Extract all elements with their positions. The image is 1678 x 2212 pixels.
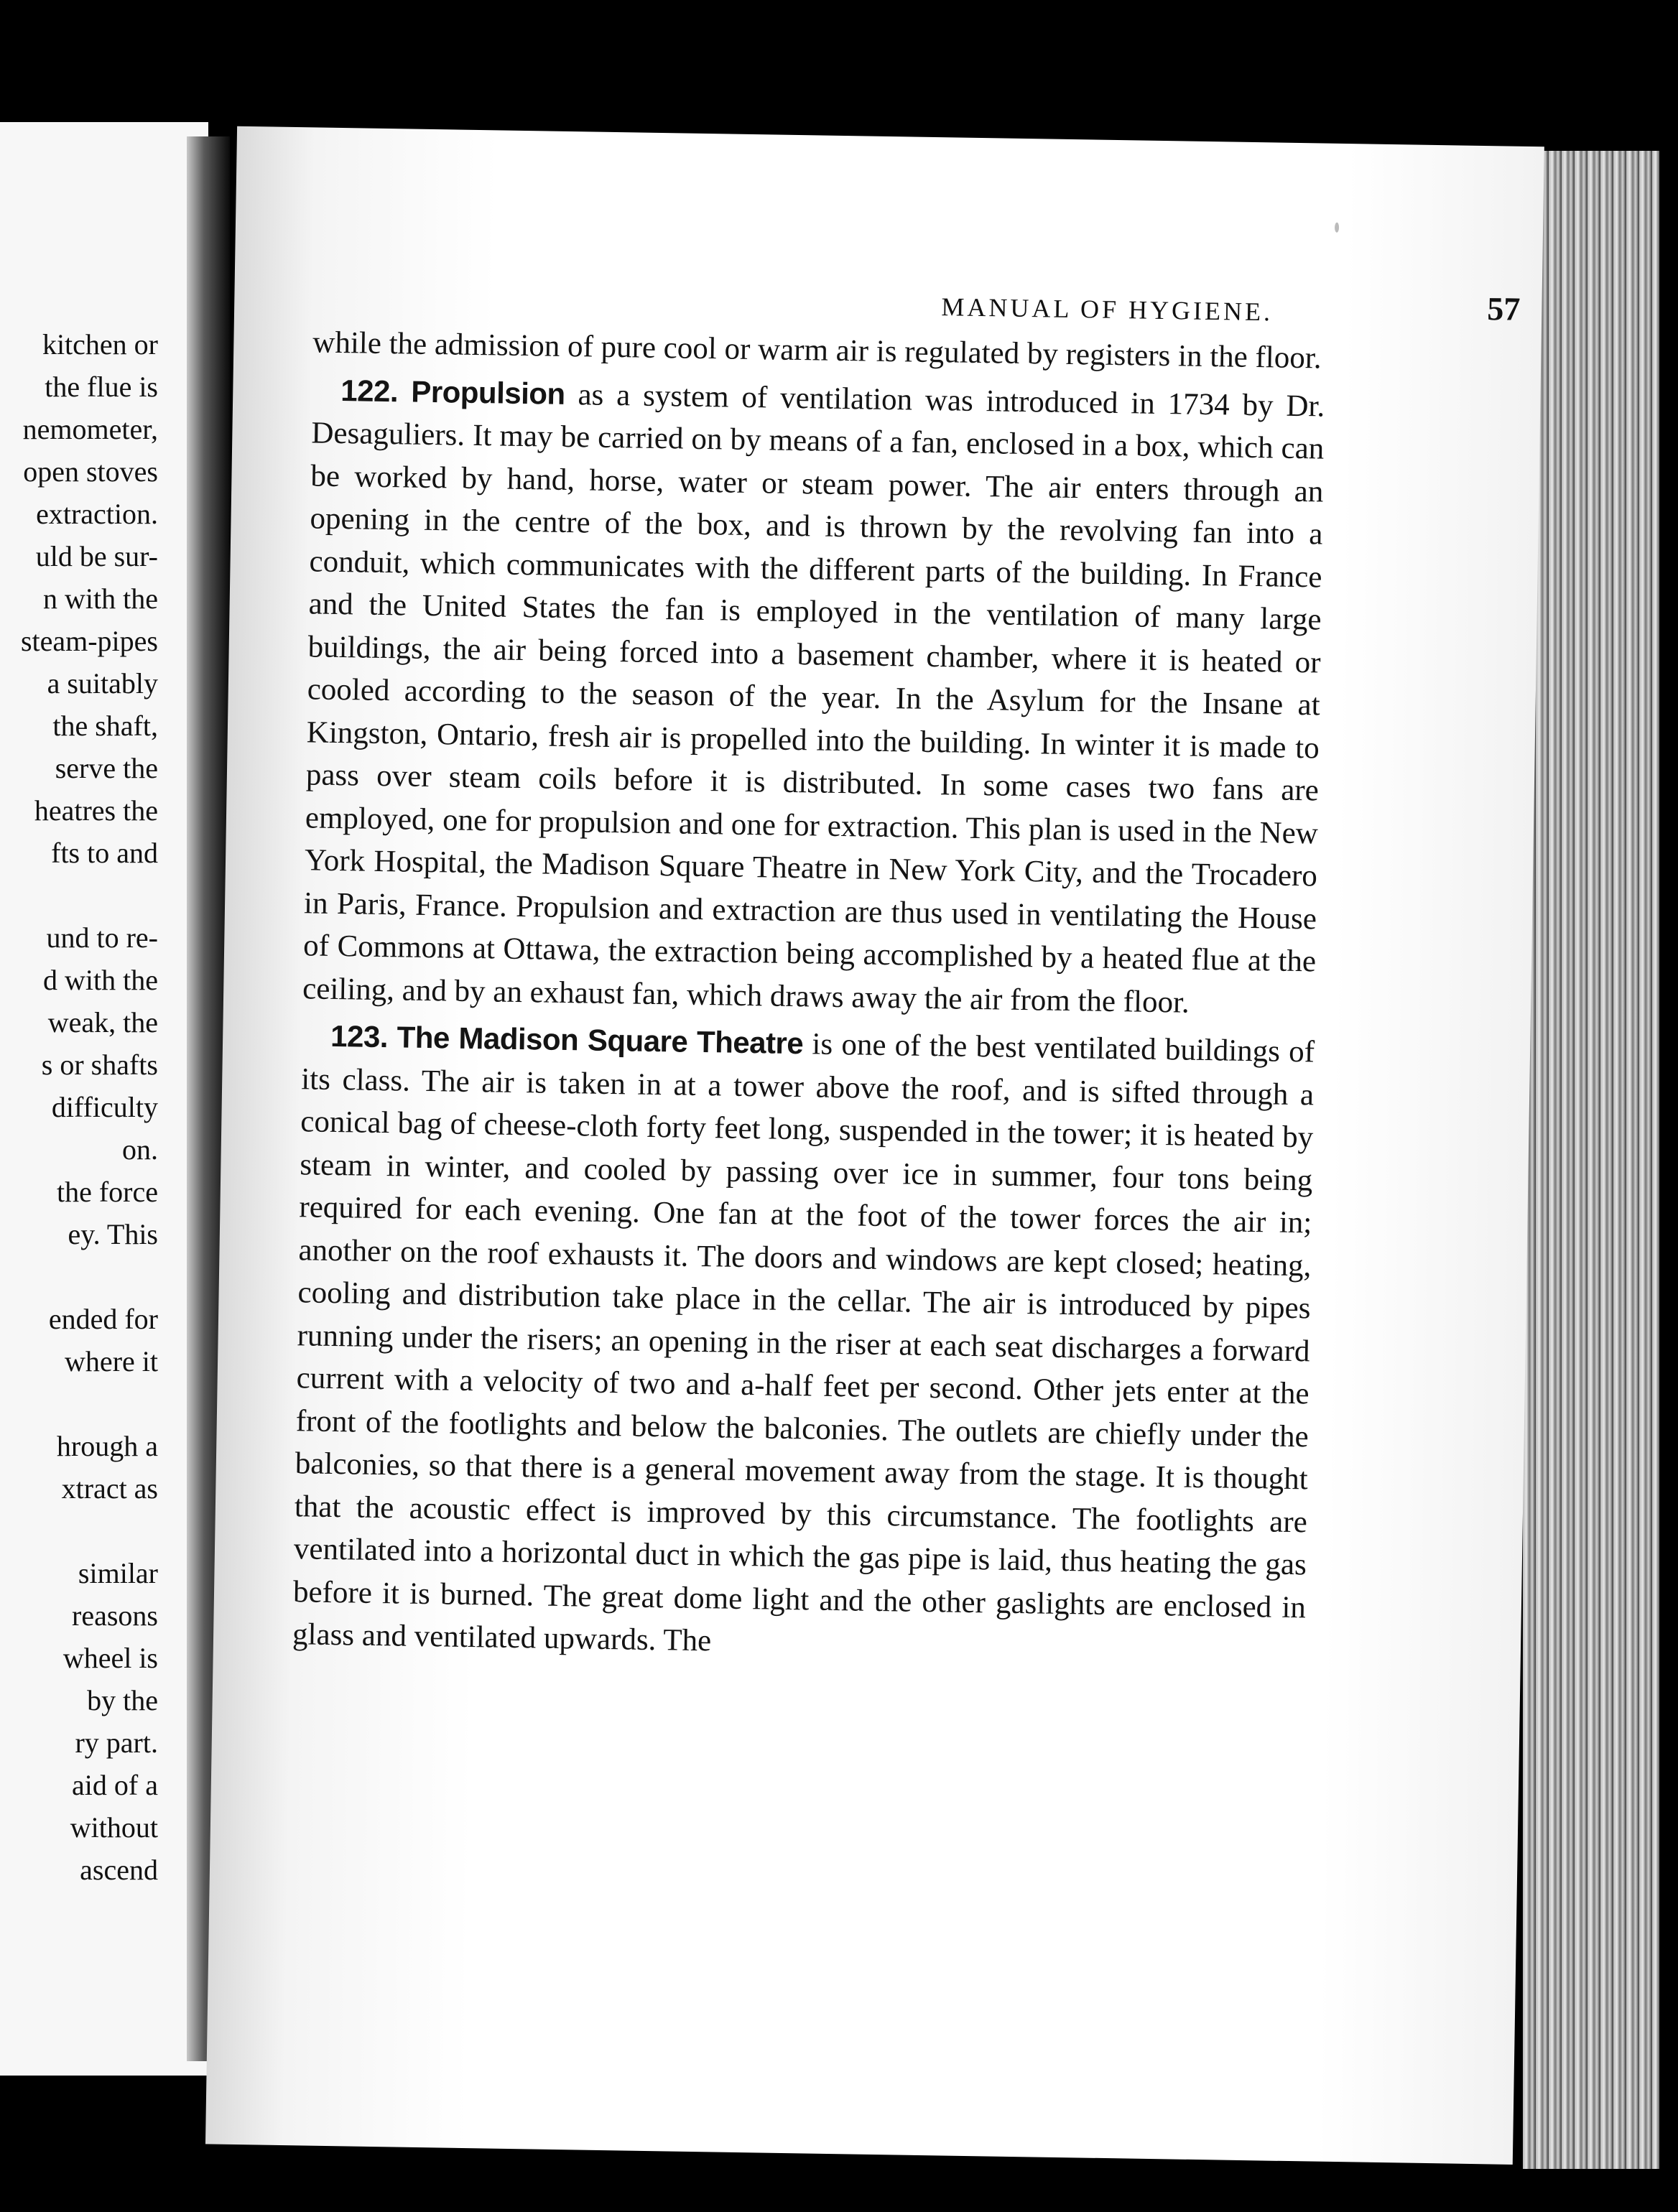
left-page-line: d with the — [43, 964, 158, 996]
left-page-line: ended for — [48, 1303, 158, 1335]
left-page-line: steam-pipes — [20, 625, 158, 657]
left-page-line: ry part. — [75, 1727, 158, 1759]
section-heading: 122. Propulsion — [340, 373, 566, 411]
section-body: is one of the best ventilated buildings of its class. The air is taken in at a tower above the roof, and is sifted through a conical bag of cheese-cloth forty feet long, suspended in the tower; it is heated by steam in winter, and cooled by passing over ice in summer, four tons being required for each evening. One fan at the foot of the tower forces the air in; another on the roof exhausts it. The doors and windows are kept closed; heating, cooling and distribution take place in the cellar. The air is introduced by pipes running under the risers; an opening in the riser at each seat discharges a forward current with a velocity of two and a-half feet per second. Other jets enter at the front of the footlights and below the balconies. The outlets are chiefly under the balconies, so that there is a general movement away from the stage. It is thought that the acoustic effect is improved by this circumstance. The footlights are ventilated into a horizontal duct in which the gas pipe is laid, thus heating the gas before it is burned. The great dome light and the other gaslights are enclosed in glass and ventilated upwards. The — [292, 1027, 1315, 1658]
page-edges — [1523, 151, 1659, 2169]
left-page-line: hrough a — [56, 1430, 158, 1462]
left-page-line: reasons — [72, 1599, 158, 1632]
left-page-line: und to re- — [46, 921, 158, 954]
left-page-line: similar — [78, 1557, 158, 1589]
left-page-line: open stoves — [23, 455, 158, 488]
left-page-line: s or shafts — [41, 1049, 158, 1081]
left-page-line: on. — [122, 1133, 158, 1166]
running-head: MANUAL OF HYGIENE. — [941, 292, 1274, 327]
left-page-line — [0, 1510, 158, 1552]
main-page — [205, 126, 1544, 2165]
left-page-text — [0, 323, 158, 1891]
page-number: 57 — [1486, 290, 1521, 327]
left-page-line: serve the — [55, 752, 158, 784]
left-page-line — [0, 1255, 158, 1298]
left-page-line: aid of a — [72, 1769, 158, 1801]
left-page-line: kitchen or — [42, 328, 158, 361]
left-page-line: heatres the — [34, 794, 158, 827]
section-123 — [292, 1014, 1315, 1672]
left-page-line: where it — [65, 1345, 158, 1377]
left-page-line: ey. This — [68, 1218, 158, 1250]
left-page-line: wheel is — [62, 1642, 158, 1674]
left-facing-page — [0, 122, 208, 2076]
left-page-line: weak, the — [47, 1006, 158, 1038]
paper-speck — [1335, 223, 1339, 233]
left-page-line: the force — [56, 1176, 158, 1208]
page-body — [292, 321, 1326, 1671]
section-body: as a system of ventilation was introduced in 1734 by Dr. Desaguliers. It may be carried on by means of a fan, enclosed in a box, which can be worked by hand, horse, water or steam power. The air enters through an opening in the centre of the box, and is thrown by the revolving fan into a conduit, which communicates with the different parts of the building. In France and the United States the fan is employed in the ventilation of many large buildings, the air being forced into a basement chamber, where it is heated or cooled according to the season of the year. In the Asylum for the Insane at Kingston, Ontario, fresh air is propelled into the building. In winter it is made to pass over steam coils before it is distributed. In some cases two fans are employed, one for propulsion and one for extraction. This plan is used in the New York Hospital, the Madison Square Theatre in New York City, and the Trocadero in Paris, France. Propulsion and extraction are thus used in ventilating the House of Commons at Ottawa, the extraction being accomplished by a heated flue at the ceiling, and by an exhaust fan, which draws away the air from the floor. — [302, 377, 1325, 1020]
left-page-line — [0, 874, 158, 916]
left-page-line: fts to and — [51, 837, 158, 869]
left-page-line: extraction. — [36, 498, 158, 530]
left-page-line: uld be sur- — [35, 540, 158, 572]
opening-paragraph: while the admission of pure cool or warm air is regulated by registers in the floor. — [312, 325, 1322, 376]
left-page-line: without — [70, 1811, 158, 1844]
left-page-line: the flue is — [45, 371, 158, 403]
left-page-line: by the — [87, 1684, 158, 1716]
left-page-line: n with the — [43, 582, 158, 615]
left-page-line — [0, 1382, 158, 1425]
left-page-line: the shaft, — [52, 710, 158, 742]
section-122 — [302, 368, 1325, 1026]
section-heading: 123. The Madison Square Theatre — [330, 1018, 804, 1061]
left-page-line: nemometer, — [22, 413, 158, 445]
left-page-line: a suitably — [47, 667, 158, 700]
left-page-line: ascend — [80, 1854, 158, 1886]
left-page-line: xtract as — [61, 1472, 158, 1505]
left-page-line: difficulty — [51, 1091, 158, 1123]
